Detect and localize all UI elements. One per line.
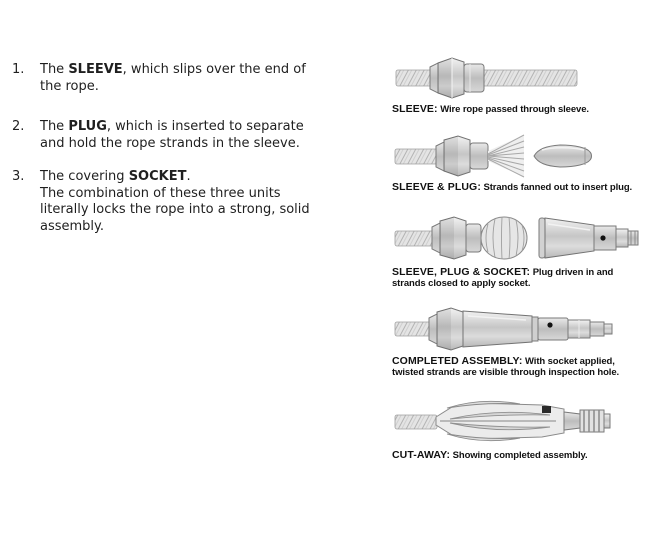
list-item-post: , which is inserted to separate and hold the rope strands in the sleeve.: [40, 119, 304, 151]
figure-caption: [392, 267, 648, 289]
list-item-first-line: [40, 169, 312, 186]
figure-caption-text: Strands fanned out to insert plug.: [483, 182, 633, 193]
figure-caption-text: Wire rope passed through sleeve.: [440, 104, 589, 115]
figure-label: SLEEVE:: [392, 103, 438, 115]
list-item-number: 3.: [12, 169, 25, 184]
list-item-post: , which slips over the end of the rope.: [40, 62, 306, 94]
figure-sleeve-plug: [392, 133, 650, 193]
figure-sleeve: [392, 55, 650, 115]
list-item-number: 2.: [12, 119, 25, 134]
figure-label: SLEEVE & PLUG:: [392, 181, 481, 193]
list-item-sleeve: [12, 62, 342, 95]
instruction-list: [12, 62, 342, 235]
figure-completed-assembly: [392, 305, 650, 378]
list-item-term: PLUG: [68, 119, 107, 134]
list-item-pre: The covering: [40, 169, 129, 184]
wire-rope-completed-assembly-illustration: [392, 305, 642, 353]
figure-sleeve-plug-socket: [392, 212, 650, 289]
list-item-extra: The combination of these three units literally locks the rope into a strong, solid assembly.: [40, 185, 310, 234]
wire-rope-sleeve-illustration: [392, 55, 642, 101]
figure-caption-text: Showing completed assembly.: [452, 450, 588, 461]
list-item-term: SLEEVE: [68, 62, 123, 77]
figure-label: COMPLETED ASSEMBLY:: [392, 355, 523, 367]
list-item-plug: [12, 119, 342, 152]
list-item-number: 1.: [12, 62, 25, 77]
figure-label: SLEEVE, PLUG & SOCKET:: [392, 266, 531, 278]
list-item-text: [40, 169, 312, 235]
figure-cutaway: [392, 395, 650, 461]
figure-caption: [392, 182, 648, 193]
figure-label: CUT-AWAY:: [392, 449, 451, 461]
list-item-term: SOCKET: [128, 169, 187, 184]
list-item-socket: [12, 169, 342, 235]
figure-caption-text: With socket applied, twisted strands are visible through inspection hole.: [392, 356, 620, 378]
list-item-text: [40, 119, 312, 152]
wire-rope-sleeve-plug-illustration: [392, 133, 642, 179]
wire-rope-cutaway-illustration: [392, 395, 642, 447]
list-item-text: [40, 62, 312, 95]
list-item-post: .: [186, 169, 191, 184]
list-item-pre: The: [40, 62, 69, 77]
figure-caption: [392, 450, 648, 461]
figure-caption-text: Plug driven in and strands closed to apply socket.: [392, 267, 614, 289]
wire-rope-sleeve-plug-socket-illustration: [392, 212, 642, 264]
figure-caption: [392, 104, 648, 115]
list-item-pre: The: [40, 119, 69, 134]
figure-caption: [392, 356, 648, 378]
